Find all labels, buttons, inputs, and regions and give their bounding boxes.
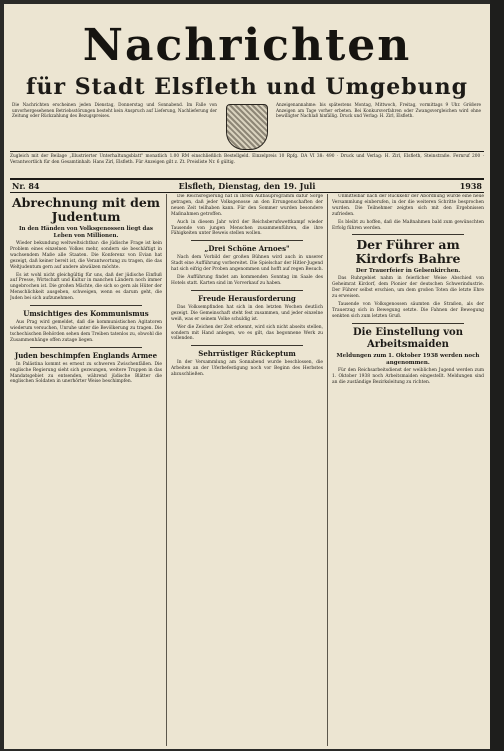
headline: Sehrrüstiger Rückeptum bbox=[198, 349, 296, 359]
paragraph: In der Versammlung am Sonnabend wurde beschlossen, die Arbeiten an der Uferbefestigung noch vor Beginn des Herbstes abzuschließen. bbox=[171, 360, 323, 378]
headline: Freude Herausforderung bbox=[198, 293, 296, 303]
masthead-title: Nachrichten bbox=[82, 20, 412, 71]
divider bbox=[191, 345, 303, 346]
headline: Juden beschimpfen Englands Armee bbox=[14, 350, 158, 360]
paragraph: Wer die Zeichen der Zeit erkennt, wird sich nicht abseits stellen, sondern mit Hand anlegen, wo es gilt, das begonnene Werk zu vollenden. bbox=[171, 324, 323, 342]
paragraph: Das Ruhrgebiet nahm in feierlicher Weise Abschied von Geheimrat Kirdorf, dem Pionier der deutschen Schwerindustrie. Der Führer selbst erschien, um dem großen Toten die letzte Ehre zu erweisen. bbox=[332, 276, 484, 300]
issue-number: Nr. 84 bbox=[12, 181, 40, 191]
headline: Abrechnung mit dem Judentum bbox=[11, 195, 161, 224]
issue-date: Elsfleth, Dienstag, den 19. Juli bbox=[178, 181, 316, 191]
newspaper-page bbox=[4, 4, 490, 749]
column-1 bbox=[10, 194, 162, 749]
paragraph: In Palästina kommt es erneut zu schweren Zwischenfällen. Die englische Regierung sieht sich gezwungen, weitere Truppen in das Mandatsgebiet zu entsenden, während jüdische Blätter die englischen Soldaten in unerhörter Weise beschimpfen. bbox=[10, 361, 162, 385]
paragraph: Aus Prag wird gemeldet, daß die kommunistischen Agitatoren wiederum versuchen, Unruhe unter die Bevölkerung zu tragen. Die tschechischen Behörden sehen dem Treiben tatenlos zu, obwohl die Zusammenhänge offen zutage liegen. bbox=[10, 320, 162, 343]
info-box-right: Anzeigenannahme: bis spätestens Montag, Mittwoch, Freitag, vormittags 9 Uhr. Größere Anzeigen am Tage vorher erbeten. Bei Konkursverfahren oder Zwangsvergleichen wird ohne bewilligter Nachlaß hinfällig. Druck und Verlag: H. Zirl, Elsfleth. bbox=[276, 102, 481, 119]
paragraph: Nach dem Vorbild der großen Bühnen wird auch in unserer Stadt eine Aufführung vorbereitet. Die Spielschar der Hitler-Jugend hat sich eifrig der Proben angenommen und hofft auf regen Besuch. bbox=[171, 255, 323, 273]
column-2 bbox=[171, 194, 323, 749]
paragraph: Unmittelbar nach der Rückkehr der Abordnung wurde eine neue Versammlung einberufen, in der die weiteren Schritte besprochen wurden. Die Teilnehmer zeigten sich mit den Ergebnissen zufrieden. bbox=[332, 194, 484, 217]
dateline bbox=[10, 178, 484, 193]
paragraph: Die Reichsregierung hat in ihrem Aufbauprogramm dafür Sorge getragen, daß jeder Volksgenosse an den Errungenschaften der neuen Zeit teilhaben kann. Für den Sommer wurden besondere Maßnahmen getroffen. bbox=[171, 194, 323, 217]
divider bbox=[30, 347, 142, 348]
paragraph: Es bleibt zu hoffen, daß die Maßnahmen bald zum gewünschten Erfolg führen werden. bbox=[332, 219, 484, 231]
headline: Der Führer am Kirdorfs Bahre bbox=[355, 237, 461, 267]
paragraph: Tausende von Volksgenossen säumten die Straßen, als der Trauerzug sich in Bewegung setzte. Die Fahnen der Bewegung senkten sich zum letzten Gruß. bbox=[332, 302, 484, 319]
column-rule bbox=[166, 194, 167, 746]
paragraph: Auch in diesem Jahr wird der Reichsberufswettkampf wieder Tausende von jungen Menschen zusammenführen, die ihre Fähigkeiten unter Beweis stellen wollen. bbox=[171, 219, 323, 237]
subheadline: Der Trauerfeier in Gelsenkirchen. bbox=[355, 268, 461, 275]
paragraph: Das Volksempfinden hat sich in den letzten Wochen deutlich gezeigt. Die Gemeinschaft steht fest zusammen, und jeder einzelne weiß, was er seinem Volke schuldig ist. bbox=[171, 304, 323, 322]
page-edge bbox=[490, 0, 504, 751]
paragraph: Für den Reichsarbeitsdienst der weiblichen Jugend werden zum 1. Oktober 1938 noch Arbeitsmaiden eingestellt. Meldungen sind an die zuständige Bezirksleitung zu richten. bbox=[332, 367, 484, 385]
divider bbox=[352, 323, 464, 324]
info-box-left: Die Nachrichten erscheinen jeden Dienstag, Donnerstag und Sonnabend. Im Falle von unvorhergesehenen Betriebsstörungen besteht kein Anspruch auf Lieferung, Nachlieferung der Zeitung oder Rückzahlung des Bezugspreises. bbox=[12, 102, 217, 119]
subscription-banner: Zugleich mit der Beilage „Illustrierter Unterhaltungsblatt" monatlich 1.00 RM einschließlich Bestellgeld. Einzelpreis 10 Rpfg. DA VI 38: 490 · Druck und Verlag: H. Zirl, Elsfleth, Steinstraße. Fernruf 200 · Verantwortlich für den Gesamtinhalt: Hans Zirl, Elsfleth. Für Anzeigen gilt z. Zt. Preisliste Nr. 6 gültig. bbox=[10, 151, 484, 165]
subheadline: In den Händen von Volksgenossen liegt das Leben von Millionen. bbox=[18, 226, 154, 239]
divider bbox=[352, 234, 464, 235]
subheadline: Meldungen zum 1. Oktober 1938 werden noch angenommen. bbox=[336, 352, 480, 366]
masthead-subtitle: für Stadt Elsfleth und Umgebung bbox=[26, 74, 468, 100]
divider bbox=[30, 305, 142, 306]
paragraph: Die Aufführung findet am kommenden Sonntag im Saale des Hotels statt. Karten sind im Vorverkauf zu haben. bbox=[171, 275, 323, 286]
paragraph: Wieder bekundung weltweltsichtbar: die jüdische Frage ist kein Problem eines einzelnen Volkes mehr, sondern sie beschäftigt in wachsendem Maße alle Staaten. Die Konferenz von Evian hat gezeigt, daß keiner bereit ist, die Verantwortung zu tragen, die das Weltjudentum gern auf andere abwälzen möchte. bbox=[10, 241, 162, 270]
divider bbox=[191, 290, 303, 291]
town-crest-icon bbox=[226, 104, 268, 150]
issue-year: 1938 bbox=[459, 181, 482, 191]
headline: Die Einstellung von Arbeitsmaiden bbox=[353, 326, 463, 350]
headline: Umsichtiges des Kommunismus bbox=[23, 309, 149, 319]
divider bbox=[191, 240, 303, 241]
headline: „Drei Schöne Arnoes" bbox=[204, 244, 290, 254]
paragraph: Es ist wohl nicht gleichgültig für uns, daß der jüdische Einfluß auf Presse, Wirtschaft und Kultur in manchen Ländern noch immer ungebrochen ist. Die großen Mächte, die sich so gern als Hüter der Menschlichkeit ausgeben, schweigen, wenn es darum geht, die Juden bei sich aufzunehmen. bbox=[10, 272, 162, 302]
column-rule bbox=[327, 194, 328, 746]
column-3 bbox=[332, 194, 484, 749]
